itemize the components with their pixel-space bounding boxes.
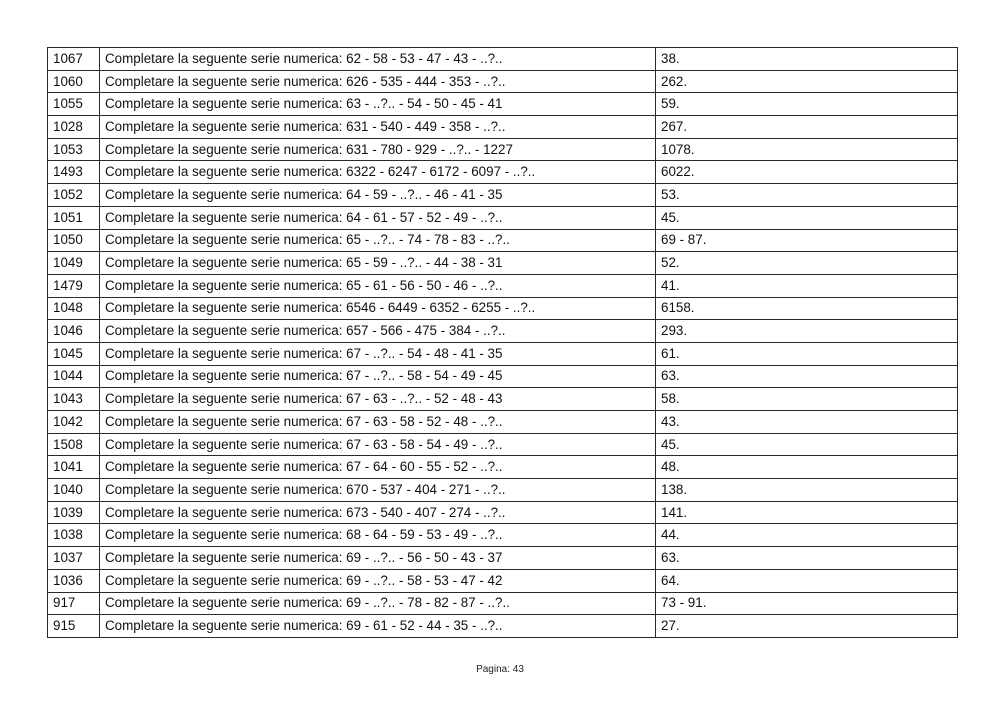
page-number: Pagina: 43 xyxy=(476,664,524,675)
answer-cell: 1078. xyxy=(656,138,958,161)
question-id-cell: 1052 xyxy=(48,184,100,207)
question-id-cell: 1041 xyxy=(48,456,100,479)
question-text-cell: Completare la seguente serie numerica: 65 - 59 - ..?.. - 44 - 38 - 31 xyxy=(100,252,656,275)
questions-table xyxy=(47,47,958,638)
question-id-cell: 1036 xyxy=(48,569,100,592)
question-text-cell: Completare la seguente serie numerica: 65 - ..?.. - 74 - 78 - 83 - ..?.. xyxy=(100,229,656,252)
question-text-cell: Completare la seguente serie numerica: 67 - ..?.. - 58 - 54 - 49 - 45 xyxy=(100,365,656,388)
question-id-cell: 1055 xyxy=(48,93,100,116)
table-row xyxy=(48,501,958,524)
question-id-cell: 1051 xyxy=(48,206,100,229)
table-row xyxy=(48,206,958,229)
question-id-cell: 917 xyxy=(48,592,100,615)
table-row xyxy=(48,388,958,411)
question-text-cell: Completare la seguente serie numerica: 631 - 540 - 449 - 358 - ..?.. xyxy=(100,116,656,139)
question-id-cell: 1060 xyxy=(48,70,100,93)
question-text-cell: Completare la seguente serie numerica: 69 - 61 - 52 - 44 - 35 - ..?.. xyxy=(100,615,656,638)
question-text-cell: Completare la seguente serie numerica: 64 - 59 - ..?.. - 46 - 41 - 35 xyxy=(100,184,656,207)
table-row xyxy=(48,547,958,570)
answer-cell: 69 - 87. xyxy=(656,229,958,252)
question-id-cell: 1028 xyxy=(48,116,100,139)
question-id-cell: 1493 xyxy=(48,161,100,184)
answer-cell: 138. xyxy=(656,479,958,502)
question-id-cell: 1046 xyxy=(48,320,100,343)
table-row xyxy=(48,411,958,434)
page-footer xyxy=(0,664,1000,675)
table-row xyxy=(48,70,958,93)
answer-cell: 262. xyxy=(656,70,958,93)
question-id-cell: 1048 xyxy=(48,297,100,320)
table-row xyxy=(48,48,958,71)
table-row xyxy=(48,569,958,592)
question-id-cell: 1044 xyxy=(48,365,100,388)
answer-cell: 6022. xyxy=(656,161,958,184)
table-row xyxy=(48,342,958,365)
question-text-cell: Completare la seguente serie numerica: 6546 - 6449 - 6352 - 6255 - ..?.. xyxy=(100,297,656,320)
answer-cell: 6158. xyxy=(656,297,958,320)
question-text-cell: Completare la seguente serie numerica: 670 - 537 - 404 - 271 - ..?.. xyxy=(100,479,656,502)
table-row xyxy=(48,138,958,161)
table-row xyxy=(48,320,958,343)
table-row xyxy=(48,615,958,638)
question-id-cell: 1043 xyxy=(48,388,100,411)
table-row xyxy=(48,456,958,479)
answer-cell: 141. xyxy=(656,501,958,524)
question-text-cell: Completare la seguente serie numerica: 6322 - 6247 - 6172 - 6097 - ..?.. xyxy=(100,161,656,184)
table-row xyxy=(48,252,958,275)
question-id-cell: 1042 xyxy=(48,411,100,434)
question-text-cell: Completare la seguente serie numerica: 67 - 63 - 58 - 52 - 48 - ..?.. xyxy=(100,411,656,434)
question-text-cell: Completare la seguente serie numerica: 626 - 535 - 444 - 353 - ..?.. xyxy=(100,70,656,93)
answer-cell: 52. xyxy=(656,252,958,275)
question-text-cell: Completare la seguente serie numerica: 64 - 61 - 57 - 52 - 49 - ..?.. xyxy=(100,206,656,229)
table-row xyxy=(48,524,958,547)
answer-cell: 63. xyxy=(656,365,958,388)
answer-cell: 27. xyxy=(656,615,958,638)
answer-cell: 64. xyxy=(656,569,958,592)
answer-cell: 73 - 91. xyxy=(656,592,958,615)
question-id-cell: 1067 xyxy=(48,48,100,71)
table-row xyxy=(48,297,958,320)
answer-cell: 267. xyxy=(656,116,958,139)
question-id-cell: 1049 xyxy=(48,252,100,275)
question-text-cell: Completare la seguente serie numerica: 631 - 780 - 929 - ..?.. - 1227 xyxy=(100,138,656,161)
table-row xyxy=(48,184,958,207)
answer-cell: 61. xyxy=(656,342,958,365)
question-text-cell: Completare la seguente serie numerica: 62 - 58 - 53 - 47 - 43 - ..?.. xyxy=(100,48,656,71)
question-text-cell: Completare la seguente serie numerica: 65 - 61 - 56 - 50 - 46 - ..?.. xyxy=(100,274,656,297)
table-row xyxy=(48,433,958,456)
question-id-cell: 1039 xyxy=(48,501,100,524)
table-row xyxy=(48,161,958,184)
question-id-cell: 915 xyxy=(48,615,100,638)
table-row xyxy=(48,365,958,388)
questions-table-body xyxy=(48,48,958,638)
question-text-cell: Completare la seguente serie numerica: 63 - ..?.. - 54 - 50 - 45 - 41 xyxy=(100,93,656,116)
answer-cell: 63. xyxy=(656,547,958,570)
answer-cell: 41. xyxy=(656,274,958,297)
table-row xyxy=(48,479,958,502)
answer-cell: 45. xyxy=(656,433,958,456)
question-text-cell: Completare la seguente serie numerica: 657 - 566 - 475 - 384 - ..?.. xyxy=(100,320,656,343)
table-row xyxy=(48,229,958,252)
answer-cell: 58. xyxy=(656,388,958,411)
question-id-cell: 1479 xyxy=(48,274,100,297)
question-text-cell: Completare la seguente serie numerica: 67 - ..?.. - 54 - 48 - 41 - 35 xyxy=(100,342,656,365)
answer-cell: 48. xyxy=(656,456,958,479)
answer-cell: 44. xyxy=(656,524,958,547)
answer-cell: 38. xyxy=(656,48,958,71)
answer-cell: 45. xyxy=(656,206,958,229)
question-id-cell: 1053 xyxy=(48,138,100,161)
question-text-cell: Completare la seguente serie numerica: 67 - 63 - 58 - 54 - 49 - ..?.. xyxy=(100,433,656,456)
question-text-cell: Completare la seguente serie numerica: 69 - ..?.. - 58 - 53 - 47 - 42 xyxy=(100,569,656,592)
answer-cell: 293. xyxy=(656,320,958,343)
answer-cell: 59. xyxy=(656,93,958,116)
question-id-cell: 1038 xyxy=(48,524,100,547)
question-text-cell: Completare la seguente serie numerica: 67 - 64 - 60 - 55 - 52 - ..?.. xyxy=(100,456,656,479)
question-text-cell: Completare la seguente serie numerica: 67 - 63 - ..?.. - 52 - 48 - 43 xyxy=(100,388,656,411)
table-row xyxy=(48,116,958,139)
question-text-cell: Completare la seguente serie numerica: 69 - ..?.. - 78 - 82 - 87 - ..?.. xyxy=(100,592,656,615)
question-id-cell: 1050 xyxy=(48,229,100,252)
table-row xyxy=(48,93,958,116)
question-id-cell: 1045 xyxy=(48,342,100,365)
question-id-cell: 1037 xyxy=(48,547,100,570)
answer-cell: 43. xyxy=(656,411,958,434)
answer-cell: 53. xyxy=(656,184,958,207)
question-id-cell: 1508 xyxy=(48,433,100,456)
table-row xyxy=(48,592,958,615)
table-row xyxy=(48,274,958,297)
question-text-cell: Completare la seguente serie numerica: 68 - 64 - 59 - 53 - 49 - ..?.. xyxy=(100,524,656,547)
question-text-cell: Completare la seguente serie numerica: 673 - 540 - 407 - 274 - ..?.. xyxy=(100,501,656,524)
question-id-cell: 1040 xyxy=(48,479,100,502)
question-text-cell: Completare la seguente serie numerica: 69 - ..?.. - 56 - 50 - 43 - 37 xyxy=(100,547,656,570)
